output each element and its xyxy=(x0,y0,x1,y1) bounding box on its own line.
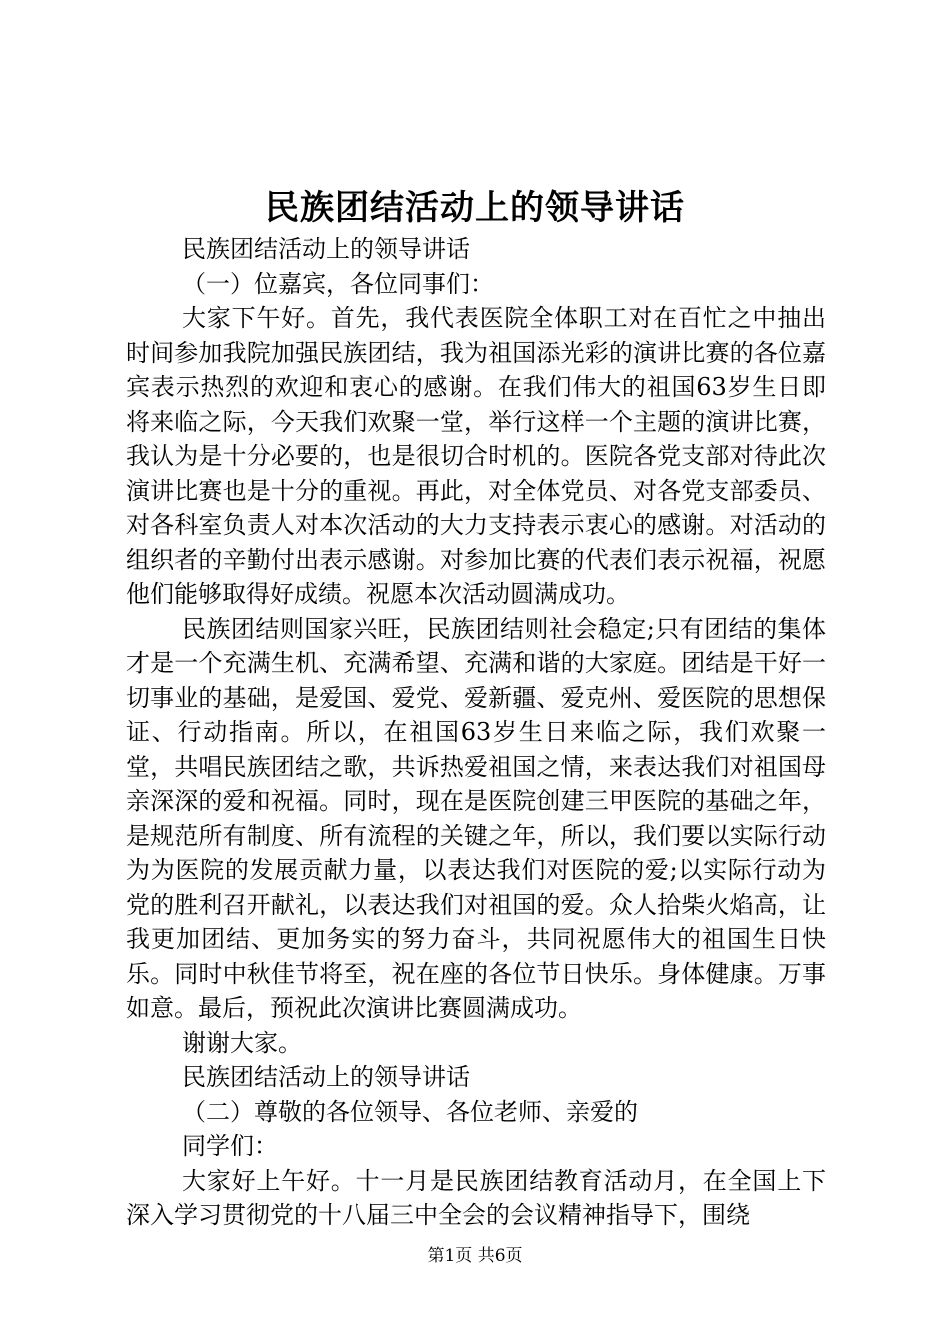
paragraph-body: 大家好上午好。十一月是民族团结教育活动月，在全国上下深入学习贯彻党的十八届三中全会的会议精神指导下，围绕 xyxy=(126,1166,826,1229)
paragraph-salutation-2: （二）尊敬的各位领导、各位老师、亲爱的 xyxy=(182,1097,638,1126)
paragraph-body: 民族团结则国家兴旺，民族团结则社会稳定;只有团结的集体才是一个充满生机、充满希望、充满和谐的大家庭。团结是干好一切事业的基础，是爱国、爱党、爱新疆、爱克州、爱医院的思想保证、行动指南。所以，在祖国63岁生日来临之际，我们欢聚一堂，共唱民族团结之歌，共诉热爱祖国之情，来表达我们对祖国母亲深深的爱和祝福。同时，现在是医院创建三甲医院的基础之年，是规范所有制度、所有流程的关键之年，所以，我们要以实际行动为为医院的发展贡献力量，以表达我们对医院的爱;以实际行动为党的胜利召开献礼，以表达我们对祖国的爱。众人拾柴火焰高，让我更加团结、更加务实的努力奋斗，共同祝愿伟大的祖国生日快乐。同时中秋佳节将至，祝在座的各位节日快乐。身体健康。万事如意。最后，预祝此次演讲比赛圆满成功。 xyxy=(126,614,826,1022)
paragraph-body: 大家下午好。首先，我代表医院全体职工对在百忙之中抽出时间参加我院加强民族团结，我为祖国添光彩的演讲比赛的各位嘉宾表示热烈的欢迎和衷心的感谢。在我们伟大的祖国63岁生日即将来临之际，今天我们欢聚一堂，举行这样一个主题的演讲比赛，我认为是十分必要的，也是很切合时机的。医院各党支部对待此次演讲比赛也是十分的重视。再此，对全体党员、对各党支部委员、对各科室负责人对本次活动的大力支持表示衷心的感谢。对活动的组织者的辛勤付出表示感谢。对参加比赛的代表们表示祝福，祝愿他们能够取得好成绩。祝愿本次活动圆满成功。 xyxy=(126,304,826,608)
paragraph-thanks: 谢谢大家。 xyxy=(182,1028,302,1057)
document-title: 民族团结活动上的领导讲话 xyxy=(265,188,685,228)
paragraph-heading-1: 民族团结活动上的领导讲话 xyxy=(182,235,470,263)
page-footer: 第1页 共6页 xyxy=(427,1246,523,1266)
document-body xyxy=(126,232,826,1233)
paragraph-salutation-2-cont: 同学们： xyxy=(182,1132,278,1160)
paragraph-heading-2: 民族团结活动上的领导讲话 xyxy=(182,1063,470,1091)
paragraph-salutation-1: （一）位嘉宾，各位同事们： xyxy=(182,269,494,298)
